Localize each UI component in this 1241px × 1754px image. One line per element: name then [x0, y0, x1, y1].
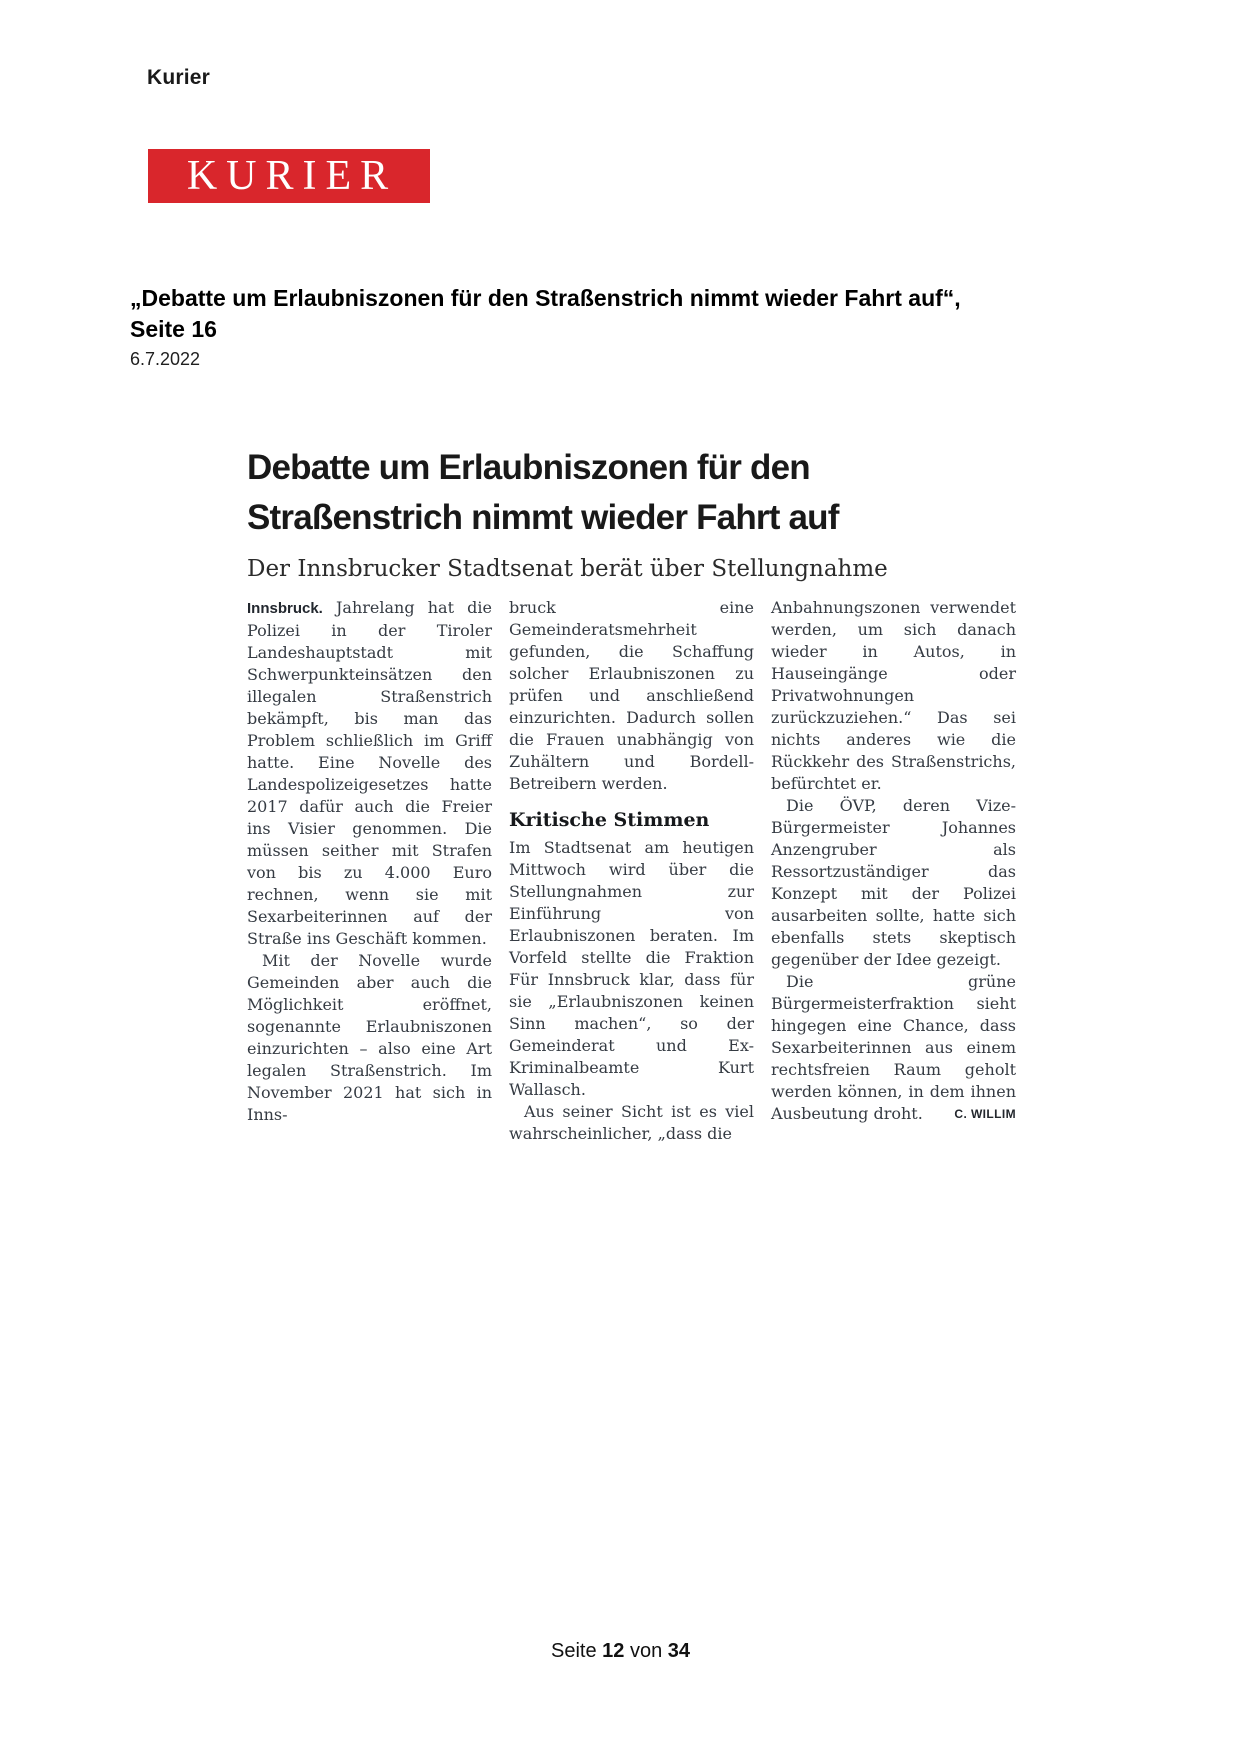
lead-in-location: Innsbruck.	[247, 600, 323, 617]
kurier-logo	[148, 149, 430, 203]
footer-total-pages: 34	[667, 1640, 691, 1662]
page-footer	[0, 1640, 1241, 1663]
footer-label-von: von	[629, 1640, 663, 1662]
paragraph: bruck eine Gemeinderatsmehrheit gefunden, die Schaffung solcher Erlaubniszonen zu prüfen und anschließend einzurichten. Dadurch sollen die Frauen unabhängig von Zuhältern und Bordell-Betreibern werden.	[509, 598, 754, 793]
author-byline: C. WILLIM	[954, 1107, 1016, 1121]
paragraph: Die grüne Bürgermeisterfraktion sieht hingegen eine Chance, dass Sexarbeiterinnen aus einem rechtsfreien Raum geholt werden können, in dem ihnen Ausbeutung droht.	[771, 972, 1016, 1123]
body-column-1	[247, 597, 492, 1145]
article-headline-line1: Debatte um Erlaubniszonen für den	[247, 448, 810, 487]
article-headline	[247, 443, 1017, 543]
clipping-title: „Debatte um Erlaubniszonen für den Straßenstrich nimmt wieder Fahrt auf“, Seite 16	[130, 285, 961, 342]
article-clipping	[247, 443, 1017, 1145]
body-column-3	[771, 597, 1016, 1145]
clipping-date: 6.7.2022	[130, 349, 201, 369]
footer-label-seite: Seite	[550, 1640, 597, 1662]
paragraph: Anbahnungszonen verwendet werden, um sich danach wieder in Autos, in Hauseingänge oder Privatwohnungen zurückzuziehen.“ Das sei nichts anderes wie die Rückkehr des Straßenstrichs, befürchtet er.	[771, 598, 1016, 793]
body-column-2	[509, 597, 754, 1145]
kurier-logo-text: KURIER	[186, 153, 398, 199]
paragraph-text: Jahrelang hat die Polizei in der Tiroler Landeshauptstadt mit Schwerpunkteinsätzen den illegalen Straßenstrich bekämpft, bis man das Problem schließlich im Griff hatte. Eine Novelle des Landespolizeigesetzes hatte 2017 dafür auch die Freier ins Visier genommen. Die müssen seither mit Strafen von bis zu 4.000 Euro rechnen, wenn sie mit Sexarbeiterinnen auf der Straße ins Geschäft kommen.	[247, 598, 492, 948]
article-subheadline: Der Innsbrucker Stadtsenat berät über Stellungnahme	[247, 556, 888, 582]
article-headline-line2: Straßenstrich nimmt wieder Fahrt auf	[247, 498, 839, 537]
paragraph: Im Stadtsenat am heutigen Mittwoch wird über die Stellungnahmen zur Einführung von Erlaubniszonen beraten. Im Vorfeld stellte die Fraktion Für Innsbruck klar, dass für sie „Erlaubniszonen keinen Sinn machen“, so der Gemeinderat und Ex-Kriminalbeamte Kurt Wallasch.	[509, 838, 754, 1099]
article-body	[247, 597, 1017, 1145]
source-label: Kurier	[147, 66, 211, 89]
paragraph: Die ÖVP, deren Vize-Bürgermeister Johannes Anzengruber als Ressortzuständiger das Konzept mit der Polizei ausarbeiten sollte, hatte sich ebenfalls stets skeptisch gegenüber der Idee gezeigt.	[771, 796, 1016, 969]
footer-page-number: 12	[602, 1640, 625, 1662]
paragraph	[247, 597, 492, 950]
section-subhead: Kritische Stimmen	[509, 809, 710, 831]
paragraph: Aus seiner Sicht ist es viel wahrscheinlicher, „dass die	[509, 1102, 754, 1143]
paragraph: Mit der Novelle wurde Gemeinden aber auch die Möglichkeit eröffnet, sogenannte Erlaubniszonen einzurichten – also eine Art legalen Straßenstrich. Im November 2021 hat sich in Inns-	[247, 951, 492, 1124]
